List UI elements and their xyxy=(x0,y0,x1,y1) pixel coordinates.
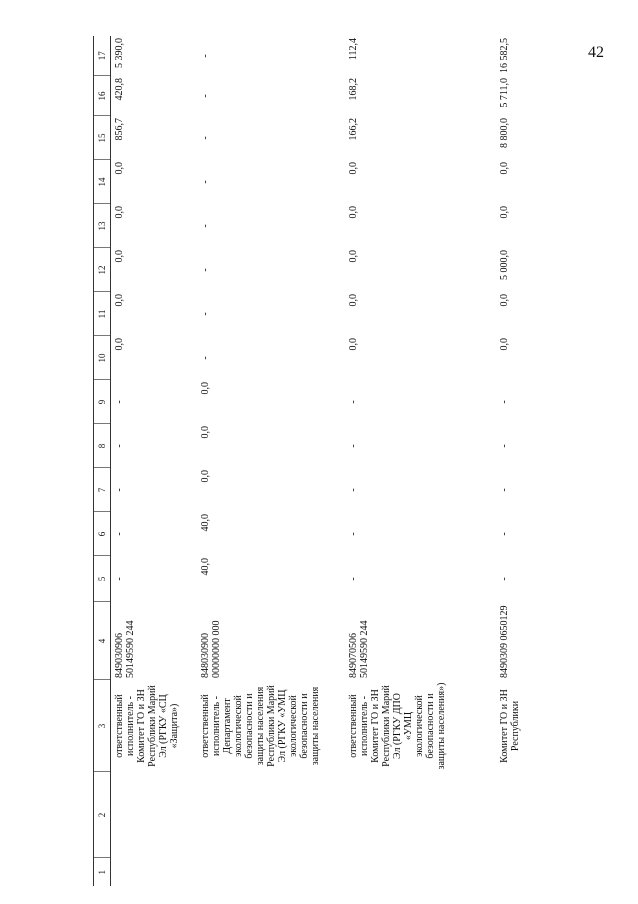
value-cell: - xyxy=(348,444,359,448)
col-header: 9 xyxy=(94,380,111,424)
value-cell: - xyxy=(114,488,125,492)
value-cell: 40,0 xyxy=(200,514,211,532)
cell-empty xyxy=(345,858,496,886)
value-cell: - xyxy=(499,488,510,492)
col-header: 1 xyxy=(94,858,111,886)
value-cell: 0,0 xyxy=(499,338,510,351)
value-cell: - xyxy=(200,224,211,228)
value-cell: 8 800,0 xyxy=(499,118,510,148)
value-cell: - xyxy=(200,356,211,360)
col-header: 3 xyxy=(94,680,111,772)
value-cell: - xyxy=(499,400,510,404)
value-cell: 0,0 xyxy=(348,162,359,175)
table-row xyxy=(111,36,198,886)
value-cell: - xyxy=(499,532,510,536)
value-cell: 5 711,0 xyxy=(499,78,510,108)
cell-empty xyxy=(197,772,345,858)
value-cell: - xyxy=(499,444,510,448)
value-cell: - xyxy=(200,54,211,58)
col-header: 4 xyxy=(94,602,111,680)
table-row xyxy=(345,36,496,886)
budget-code-cell: 8490309 0650129 xyxy=(499,605,510,678)
value-cell: - xyxy=(348,488,359,492)
budget-code-cell: 849070506 50149590 244 xyxy=(348,620,370,678)
value-cell: 0,0 xyxy=(348,250,359,263)
value-cell: 0,0 xyxy=(499,162,510,175)
value-cell: 112,4 xyxy=(348,38,359,61)
budget-code-cell: 848030900 00000000 000 xyxy=(200,620,222,678)
value-cell: 0,0 xyxy=(114,250,125,263)
value-cell: - xyxy=(200,136,211,140)
value-cell: - xyxy=(348,577,359,581)
col-header: 2 xyxy=(94,772,111,858)
value-cell: - xyxy=(499,577,510,581)
col-header: 6 xyxy=(94,512,111,556)
executor-cell: Комитет ГО и ЗН Республики xyxy=(499,689,521,763)
executor-cell: ответственный исполнитель - Департамент экологической безопасности и защиты населения Республики Марий Эл (РГКУ «УМЦ экологической безопасности и защиты населения xyxy=(200,685,321,767)
value-cell: 5 390,0 xyxy=(114,38,125,68)
value-cell: 0,0 xyxy=(348,294,359,307)
header-row xyxy=(94,36,111,886)
value-cell: 0,0 xyxy=(114,338,125,351)
value-cell: - xyxy=(348,532,359,536)
value-cell: 166,2 xyxy=(348,118,359,141)
col-header: 10 xyxy=(94,336,111,380)
rotated-table-container xyxy=(93,36,563,886)
value-cell: 0,0 xyxy=(200,426,211,439)
value-cell: - xyxy=(114,577,125,581)
value-cell: - xyxy=(114,532,125,536)
cell-empty xyxy=(197,858,345,886)
col-header: 8 xyxy=(94,424,111,468)
value-cell: 0,0 xyxy=(114,294,125,307)
col-header: 15 xyxy=(94,116,111,160)
page-number: 42 xyxy=(588,44,604,61)
value-cell: 16 582,5 xyxy=(499,38,510,73)
program-table xyxy=(93,36,559,886)
value-cell: - xyxy=(348,400,359,404)
value-cell: 0,0 xyxy=(114,162,125,175)
value-cell: 0,0 xyxy=(348,206,359,219)
col-header: 12 xyxy=(94,248,111,292)
col-header: 13 xyxy=(94,204,111,248)
col-header: 14 xyxy=(94,160,111,204)
cell-empty xyxy=(496,858,559,886)
value-cell: 420,8 xyxy=(114,78,125,101)
cell-empty xyxy=(111,858,198,886)
executor-cell: ответственный исполнитель - Комитет ГО и ЗН Республики Марий Эл (РГКУ «СЦ «Защита») xyxy=(114,685,180,767)
value-cell: - xyxy=(114,444,125,448)
col-header: 16 xyxy=(94,76,111,116)
value-cell: - xyxy=(200,268,211,272)
value-cell: 0,0 xyxy=(499,206,510,219)
col-header: 7 xyxy=(94,468,111,512)
value-cell: 0,0 xyxy=(348,338,359,351)
value-cell: 40,0 xyxy=(200,558,211,576)
value-cell: - xyxy=(200,312,211,316)
value-cell: - xyxy=(200,180,211,184)
cell-empty xyxy=(345,772,496,858)
value-cell: 0,0 xyxy=(499,294,510,307)
cell-empty xyxy=(496,772,559,858)
value-cell: 0,0 xyxy=(200,470,211,483)
value-cell: 0,0 xyxy=(114,206,125,219)
col-header: 11 xyxy=(94,292,111,336)
col-header: 17 xyxy=(94,36,111,76)
value-cell: 856,7 xyxy=(114,118,125,141)
cell-empty xyxy=(111,772,198,858)
executor-cell: ответственный исполнитель - Комитет ГО и ЗН Республики Марий Эл (РГКУ ДПО «УМЦ экологической безопасности и защиты населения») xyxy=(348,682,447,770)
value-cell: 168,2 xyxy=(348,78,359,101)
value-cell: - xyxy=(114,400,125,404)
table-row xyxy=(496,36,559,886)
col-header: 5 xyxy=(94,556,111,602)
table-row xyxy=(197,36,345,886)
value-cell: 0,0 xyxy=(200,382,211,395)
value-cell: 5 000,0 xyxy=(499,250,510,280)
budget-code-cell: 849030906 50149590 244 xyxy=(114,620,136,678)
value-cell: - xyxy=(200,94,211,98)
